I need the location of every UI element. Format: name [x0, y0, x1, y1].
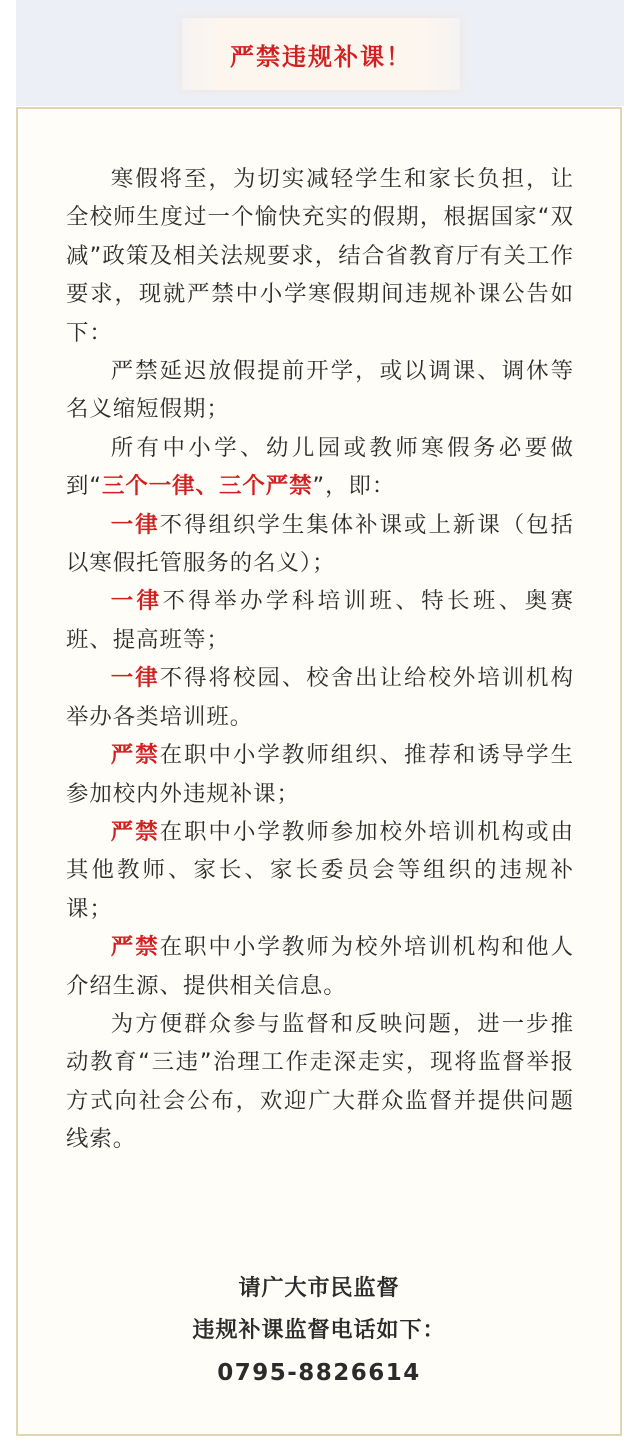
yanjin-item-3: [66, 928, 574, 1005]
yanjin-label: 严禁: [110, 934, 160, 961]
supervision-footer: [16, 1268, 622, 1394]
yilv-item-text: 不得举办学科培训班、特长班、奥赛班、提高班等；: [66, 588, 575, 653]
intro-paragraph: 寒假将至，为切实减轻学生和家长负担，让全校师生度过一个愉快充实的假期，根据国家“双减”政策及相关法规要求，结合省教育厅有关工作要求，现就严禁中小学寒假期间违规补课公告如下：: [66, 166, 574, 346]
footer-call-to-action: 请广大市民监督: [238, 1276, 400, 1301]
three-rules-highlight: 三个一律、三个严禁: [102, 473, 313, 500]
closing-paragraph: 为方便群众参与监督和反映问题，进一步推动教育“三违”治理工作走深走实，现将监督举报方式向社会公布，欢迎广大群众监督并提供问题线索。: [66, 1010, 574, 1153]
yanjin-item-text: 在职中小学教师为校外培训机构和他人介绍生源、提供相关信息。: [66, 934, 575, 999]
yilv-label: 一律: [110, 511, 160, 538]
yanjin-item-text: 在职中小学教师参加校外培训机构或由其他教师、家长、家长委员会等组织的违规补课；: [66, 818, 575, 922]
rule-all-suffix: ”，即：: [312, 473, 396, 500]
rule-delay-paragraph: 严禁延迟放假提前开学，或以调课、调休等名义缩短假期；: [66, 358, 574, 423]
yilv-item-1: [66, 506, 574, 583]
notice-body: [66, 160, 574, 1159]
yilv-item-text: 不得组织学生集体补课或上新课（包括以寒假托管服务的名义）；: [66, 511, 575, 577]
yilv-item-text: 不得将校园、校舍出让给校外培训机构举办各类培训班。: [66, 665, 575, 730]
title-banner: [182, 18, 460, 90]
page-title: 严禁违规补课！: [230, 42, 412, 71]
yilv-label: 一律: [110, 588, 163, 615]
yilv-label: 一律: [110, 665, 160, 692]
rule-all-paragraph: [66, 429, 574, 506]
rule-all-prefix: 所有中小学、幼儿园或教师寒假务必要做到“: [66, 434, 574, 500]
yilv-item-3: [66, 659, 574, 736]
footer-hotline-label: 违规补课监督电话如下：: [192, 1318, 446, 1343]
yanjin-item-text: 在职中小学教师组织、推荐和诱导学生参加校内外违规补课；: [66, 742, 575, 807]
yanjin-item-1: [66, 736, 574, 813]
hotline-phone-number: 0795-8826614: [217, 1360, 421, 1386]
yilv-item-2: [66, 582, 574, 659]
yanjin-item-2: [66, 813, 574, 928]
yanjin-label: 严禁: [110, 818, 160, 845]
yanjin-label: 严禁: [110, 742, 160, 769]
